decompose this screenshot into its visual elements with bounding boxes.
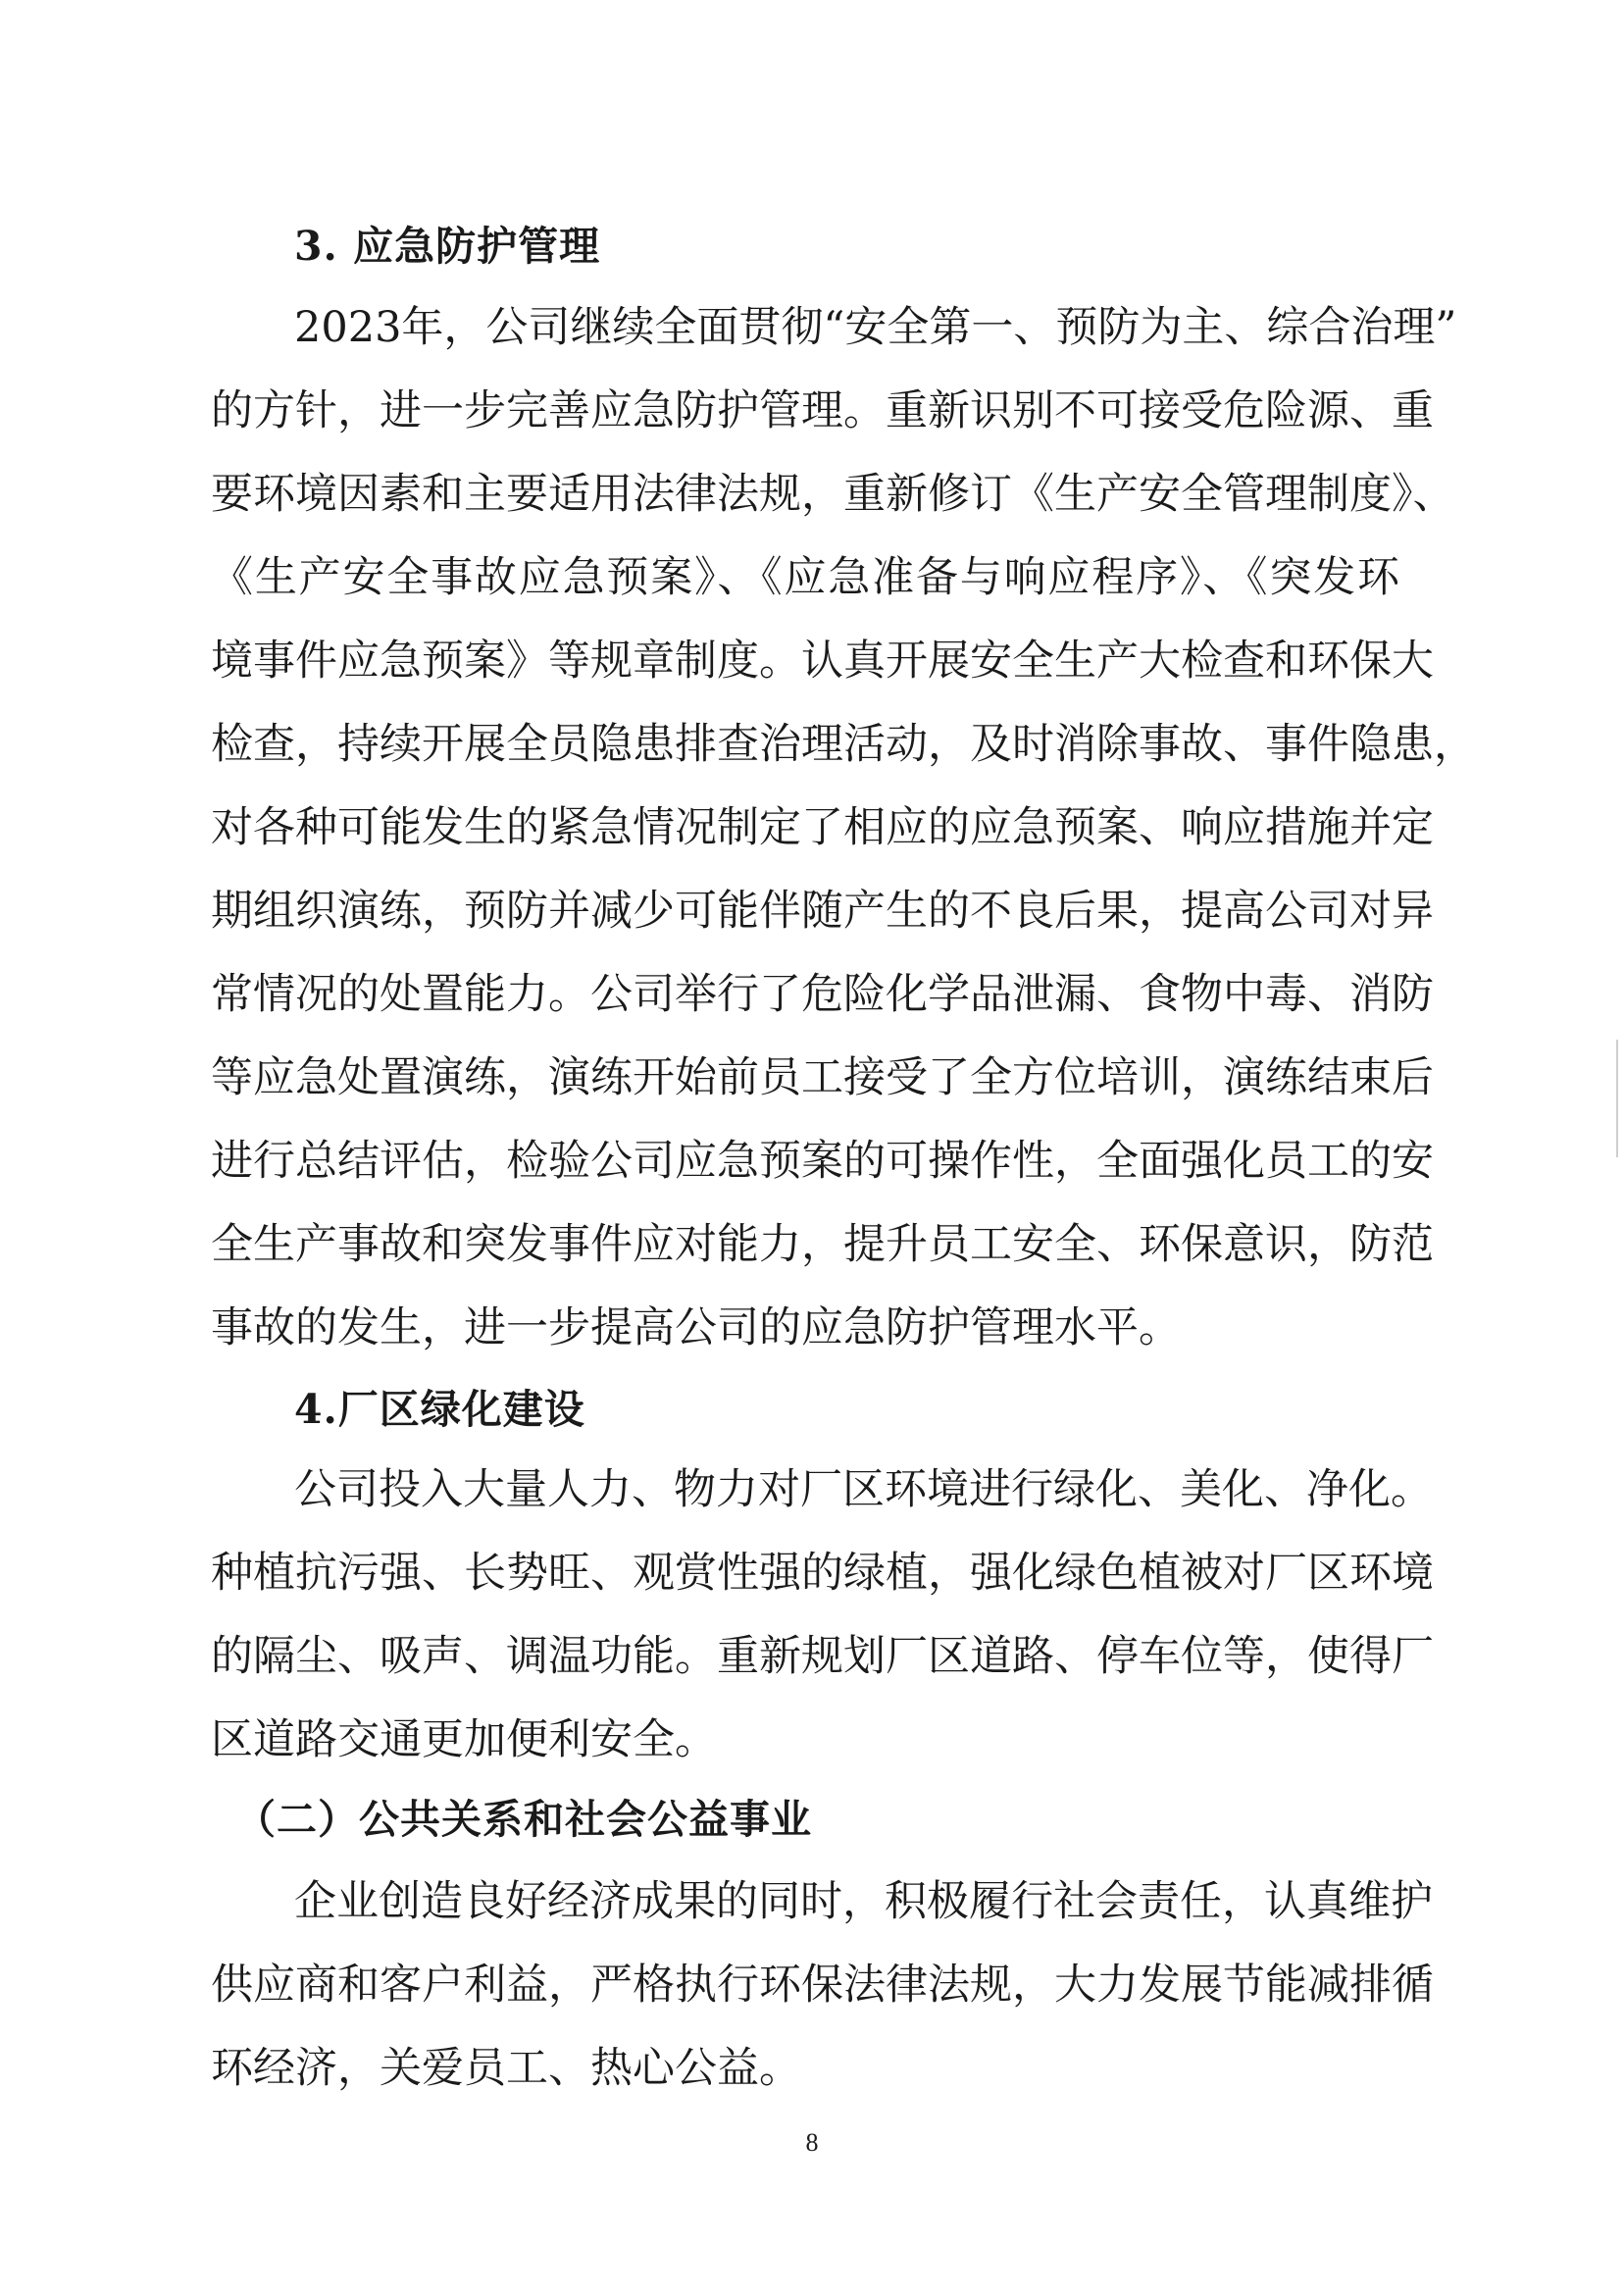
paragraph-line: 对各种可能发生的紧急情况制定了相应的应急预案、响应措施并定 — [211, 803, 1434, 852]
paragraph-line: 事故的发生，进一步提高公司的应急防护管理水平。 — [211, 1303, 1181, 1352]
section-heading-public-relations: （二）公共关系和社会公益事业 — [235, 1796, 812, 1843]
page-number: 8 — [805, 2128, 819, 2157]
paragraph-line: 的隔尘、吸声、调温功能。重新规划厂区道路、停车位等，使得厂 — [211, 1632, 1434, 1681]
paragraph-line: 环经济，关爱员工、热心公益。 — [211, 2044, 801, 2093]
paragraph-line: 的方针，进一步完善应急防护管理。重新识别不可接受危险源、重 — [211, 386, 1434, 435]
paragraph-line: 期组织演练，预防并减少可能伴随产生的不良后果，提高公司对异 — [211, 887, 1434, 936]
paragraph-line: 检查，持续开展全员隐患排查治理活动，及时消除事故、事件隐患， — [211, 720, 1476, 769]
paragraph-line: 《生产安全事故应急预案》、《应急准备与响应程序》、《突发环 — [211, 553, 1399, 602]
paragraph-line: 2023年，公司继续全面贯彻“安全第一、预防为主、综合治理” — [294, 303, 1457, 352]
paragraph-line: 供应商和客户利益，严格执行环保法律法规，大力发展节能减排循 — [211, 1961, 1434, 2010]
paragraph-line: 进行总结评估，检验公司应急预案的可操作性，全面强化员工的安 — [211, 1137, 1434, 1186]
paragraph-line: 全生产事故和突发事件应对能力，提升员工安全、环保意识，防范 — [211, 1220, 1434, 1269]
paragraph-line: 种植抗污强、长势旺、观赏性强的绿植，强化绿色植被对厂区环境 — [211, 1549, 1434, 1598]
section-heading-greening: 4.厂区绿化建设 — [294, 1386, 585, 1433]
paragraph-line: 区道路交通更加便利安全。 — [211, 1715, 717, 1764]
scan-artifact — [1616, 1040, 1618, 1157]
section-heading-emergency: 3. 应急防护管理 — [294, 223, 601, 270]
paragraph-line: 企业创造良好经济成果的同时，积极履行社会责任，认真维护 — [294, 1877, 1433, 1926]
paragraph-line: 等应急处置演练，演练开始前员工接受了全方位培训，演练结束后 — [211, 1053, 1434, 1102]
paragraph-line: 境事件应急预案》等规章制度。认真开展安全生产大检查和环保大 — [211, 637, 1434, 686]
paragraph-line: 要环境因素和主要适用法律法规，重新修订《生产安全管理制度》、 — [211, 470, 1455, 519]
paragraph-line: 公司投入大量人力、物力对厂区环境进行绿化、美化、净化。 — [294, 1465, 1433, 1514]
paragraph-line: 常情况的处置能力。公司举行了危险化学品泄漏、食物中毒、消防 — [211, 970, 1434, 1019]
